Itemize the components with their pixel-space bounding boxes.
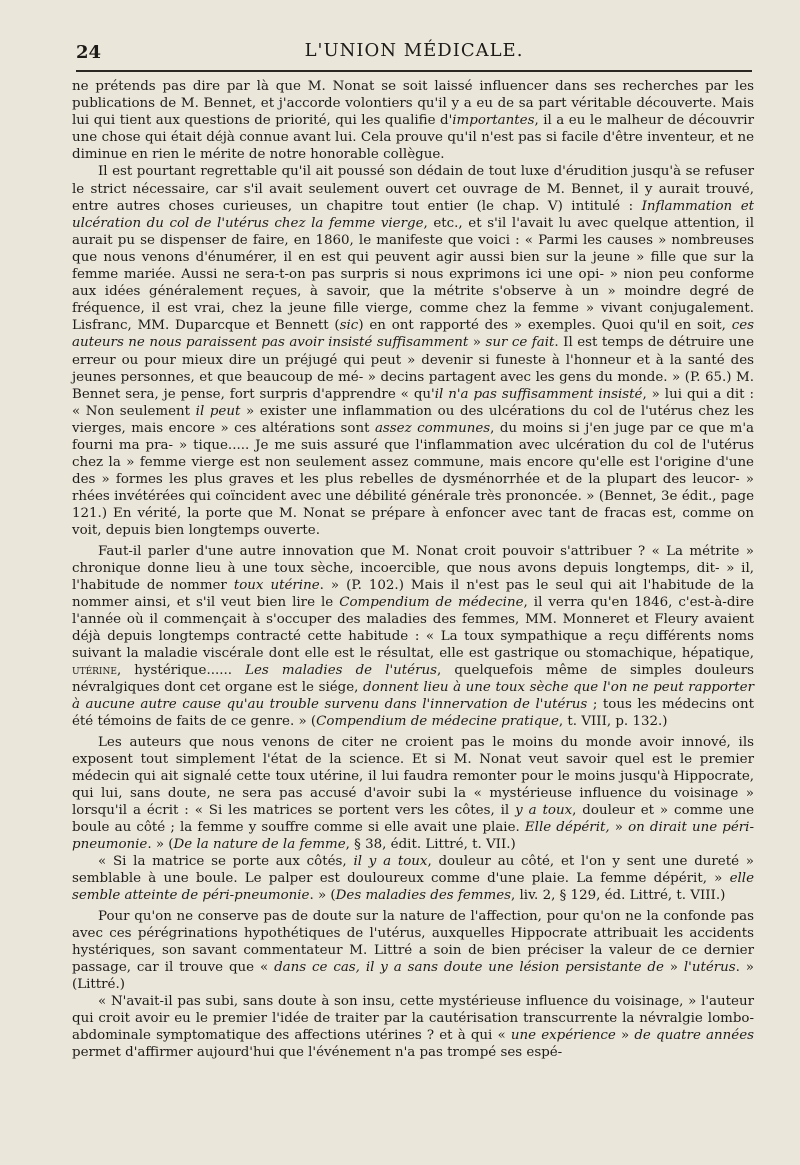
- paragraph: « Si la matrice se porte aux côtés, il y a toux, douleur au côté, et l'on y sent une dureté » semblable à une boule. Le palper est douloureux comme d'une plaie. La femme dépérit, » elle semble atteinte de péri-pneumonie. » (Des maladies des femmes, liv. 2, § 129, éd. Littré, t. VIII.): [72, 854, 754, 904]
- article-body: [72, 78, 754, 1061]
- paragraph: « N'avait-il pas subi, sans doute à son insu, cette mystérieuse influence du voisinage, » l'auteur qui croit avoir eu le premier l'idée de traiter par la cautérisation transcurrente la névralgie lombo-abdominale symptomatique des affections utérines ? et à qui « une expérience » de quatre années permet d'affirmer aujourd'hui que l'événement n'a pas trompé ses espé-: [72, 993, 754, 1061]
- paragraph: Pour qu'on ne conserve pas de doute sur la nature de l'affection, pour qu'on ne la confonde pas avec ces pérégrinations hypothétiques de l'utérus, auxquelles Hippocrate attribuait les accidents hystériques, son savant commentateur M. Littré a soin de bien préciser la valeur de ce dernier passage, car il trouve que « dans ce cas, il y a sans doute une lésion persistante de » l'utérus. » (Littré.): [72, 908, 754, 992]
- paragraph: Faut-il parler d'une autre innovation que M. Nonat croit pouvoir s'attribuer ? « La métrite » chronique donne lieu à une toux sèche, incoercible, que nous avons depuis longtemps, dit- » il, l'habitude de nommer toux utérine. » (P. 102.) Mais il n'est pas le seul qui ait l'habitude de la nommer ainsi, et s'il veut bien lire le Compendium de médecine, il verra qu'en 1846, c'est-à-dire l'année où il commençait à s'occuper des maladies des femmes, MM. Monneret et Fleury avaient déjà depuis longtemps contracté cette habitude : « La toux sympathique a reçu différents noms suivant la maladie viscérale dont elle est le résultat, elle est gastrique ou stomachique, hépatique, utérine, hystérique...... Les maladies de l'utérus, quelquefois même de simples douleurs névralgiques dont cet organe est le siége, donnent lieu à une toux sèche que l'on ne peut rapporter à aucune autre cause qu'au trouble survenu dans l'innervation de l'utérus ; tous les médecins ont été témoins de faits de ce genre. » (Compendium de médecine pratique, t. VIII, p. 132.): [72, 543, 755, 730]
- page-header: [76, 36, 752, 64]
- paragraph: Les auteurs que nous venons de citer ne croient pas le moins du monde avoir innové, ils exposent tout simplement l'état de la science. Et si M. Nonat veut savoir quel est le premier médecin qui ait signalé cette toux utérine, il lui faudra remonter pour le moins jusqu'à Hippocrate, qui lui, sans doute, ne sera pas accusé d'avoir subi la « mystérieuse influence du voisinage » lorsqu'il a écrit : « Si les matrices se portent vers les côtes, il y a toux, douleur et » comme une boule au côté ; la femme y souffre comme si elle avait une plaie. Elle dépérit, » on dirait une péri-pneumonie. » (De la nature de la femme, § 38, édit. Littré, t. VII.): [72, 734, 754, 853]
- paragraph: Il est pourtant regrettable qu'il ait poussé son dédain de tout luxe d'érudition jusqu'à se refuser le strict nécessaire, car s'il avait seulement ouvert cet ouvrage de M. Bennet, il y aurait trouvé, entre autres choses curieuses, un chapitre tout entier (le chap. V) intitulé : Inflammation et ulcération du col de l'utérus chez la femme vierge, etc., et s'il l'avait lu avec quelque attention, il aurait pu se dispenser de faire, en 1860, le manifeste que voici : « Parmi les causes » nombreuses que nous venons d'énumérer, il en est qui peuvent agir aussi bien sur la jeune » fille que sur la femme mariée. Aussi ne sera-t-on pas surpris si nous exprimons ici une opi- » nion peu conforme aux idées généralement reçues, à savoir, que la métrite s'observe à un » moindre degré de fréquence, il est vrai, chez la jeune fille vierge, comme chez la femme » vivant conjugalement. Lisfranc, MM. Duparcque et Bennett (sic) en ont rapporté des » exemples. Quoi qu'il en soit, ces auteurs ne nous paraissent pas avoir insisté suffisamment » sur ce fait. Il est temps de détruire une erreur ou pour mieux dire un préjugé qui peut » devenir si funeste à l'honneur et à la santé des jeunes personnes, et que beaucoup de mé- » decins partagent avec les gens du monde. » (P. 65.) M. Bennet sera, je pense, fort surpris d'apprendre « qu'il n'a pas suffisamment insisté, » lui qui a dit : « Non seulement il peut » exister une inflammation ou des ulcérations du col de l'utérus chez les vierges, mais encore » ces altérations sont assez communes, du moins si j'en juge par ce que m'a fourni ma pra- » tique..... Je me suis assuré que l'inflammation avec ulcération du col de l'utérus chez la » femme vierge est non seulement assez commune, mais encore qu'elle est l'origine d'une des » formes les plus graves et les plus rebelles de dysménorrhée et de la plupart des leucor- » rhées invétérées qui coïncident avec une débilité générale très prononcée. » (Bennet, 3e édit., page 121.) En vérité, la porte que M. Nonat se prépare à enfoncer avec tant de fracas est, comme on voit, depuis bien longtemps ouverte.: [72, 164, 754, 539]
- header-rule: [76, 70, 752, 72]
- running-title: L'UNION MÉDICALE.: [304, 40, 524, 61]
- page-number: 24: [76, 42, 102, 63]
- paragraph: ne prétends pas dire par là que M. Nonat se soit laissé influencer dans ses recherches par les publications de M. Bennet, et j'accorde volontiers qu'il y a eu de sa part véritable découverte. Mais lui qui tient aux questions de priorité, qui les qualifie d'importantes, il a eu le malheur de découvrir une chose qui était déjà connue avant lui. Cela prouve qu'il n'est pas si facile d'être inventeur, et ne diminue en rien le mérite de notre honorable collègue.: [72, 79, 754, 163]
